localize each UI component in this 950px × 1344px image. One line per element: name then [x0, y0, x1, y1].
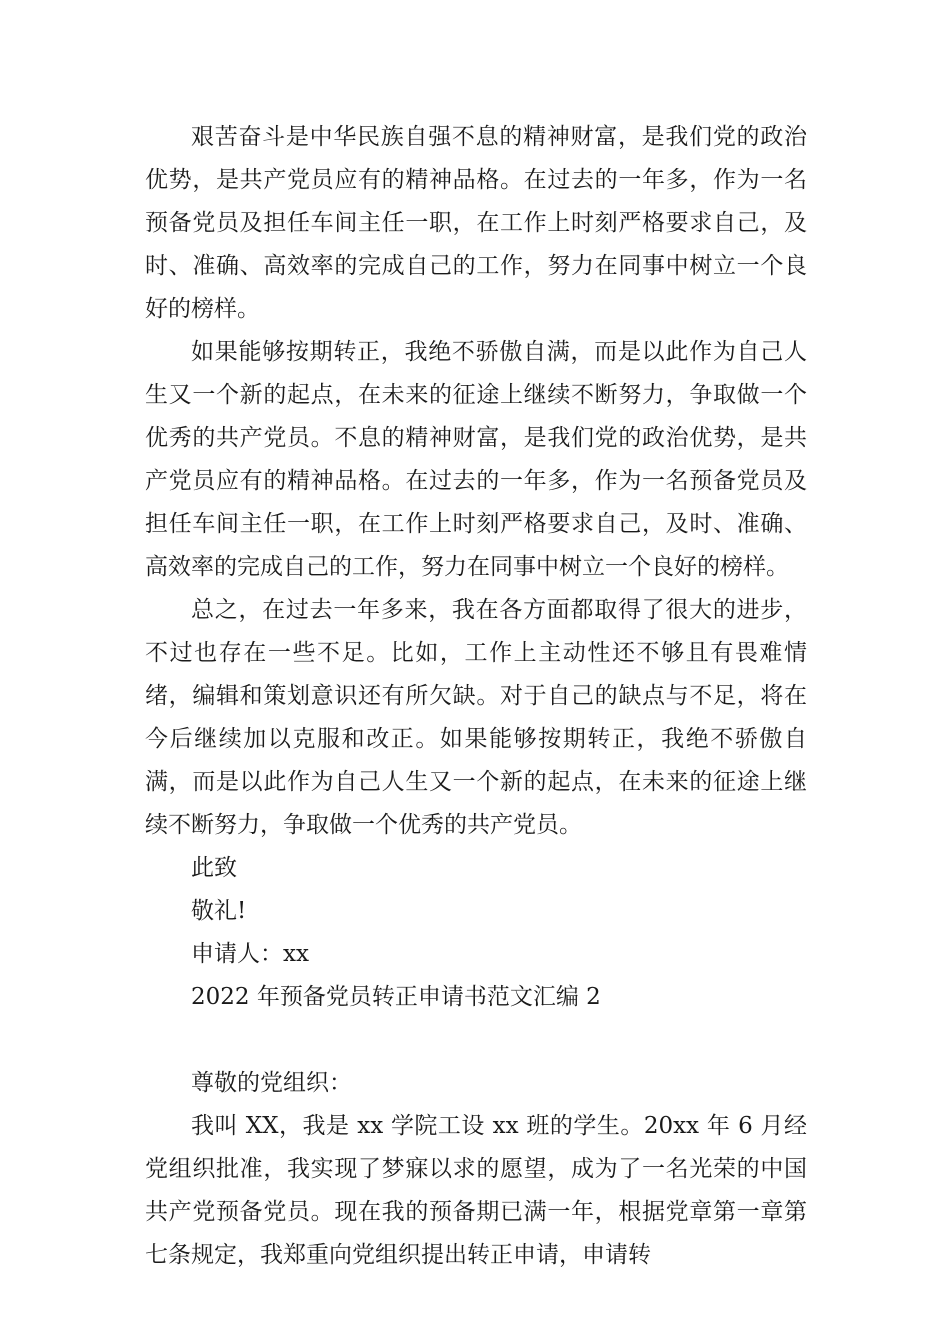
- body-paragraph-3: 总之，在过去一年多来，我在各方面都取得了很大的进步，不过也存在一些不足。比如，工作上主动性还不够且有畏难情绪，编辑和策划意识还有所欠缺。对于自己的缺点与不足，将在今后继续加以克服和改正。如果能够按期转正，我绝不骄傲自满，而是以此作为自己人生又一个新的起点，在未来的征途上继续不断努力，争取做一个优秀的共产党员。: [145, 597, 807, 838]
- salutation: 尊敬的党组织：: [191, 1070, 352, 1096]
- intro-paragraph: 我叫 XX，我是 xx 学院工设 xx 班的学生。20xx 年 6 月经党组织批准，我实现了梦寐以求的愿望，成为了一名光荣的中国共产党预备党员。现在我的预备期已满一年，根据党章第一章第七条规定，我郑重向党组织提出转正申请，申请转: [145, 1113, 807, 1268]
- closing-line-2: 敬礼!: [191, 898, 247, 924]
- document-page: [145, 116, 807, 1277]
- applicant-line: 申请人：xx: [191, 941, 309, 967]
- body-paragraph-1: 艰苦奋斗是中华民族自强不息的精神财富，是我们党的政治优势，是共产党员应有的精神品格。在过去的一年多，作为一名预备党员及担任车间主任一职，在工作上时刻严格要求自己，及时、准确、高效率的完成自己的工作，努力在同事中树立一个良好的榜样。: [145, 124, 807, 322]
- section-title: 2022 年预备党员转正申请书范文汇编 2: [191, 984, 601, 1010]
- blank-line: [145, 1019, 807, 1062]
- closing-line-1: 此致: [191, 855, 237, 881]
- body-paragraph-2: 如果能够按期转正，我绝不骄傲自满，而是以此作为自己人生又一个新的起点，在未来的征途上继续不断努力，争取做一个优秀的共产党员。不息的精神财富，是我们党的政治优势，是共产党员应有的精神品格。在过去的一年多，作为一名预备党员及担任车间主任一职，在工作上时刻严格要求自己，及时、准确、高效率的完成自己的工作，努力在同事中树立一个良好的榜样。: [145, 339, 807, 580]
